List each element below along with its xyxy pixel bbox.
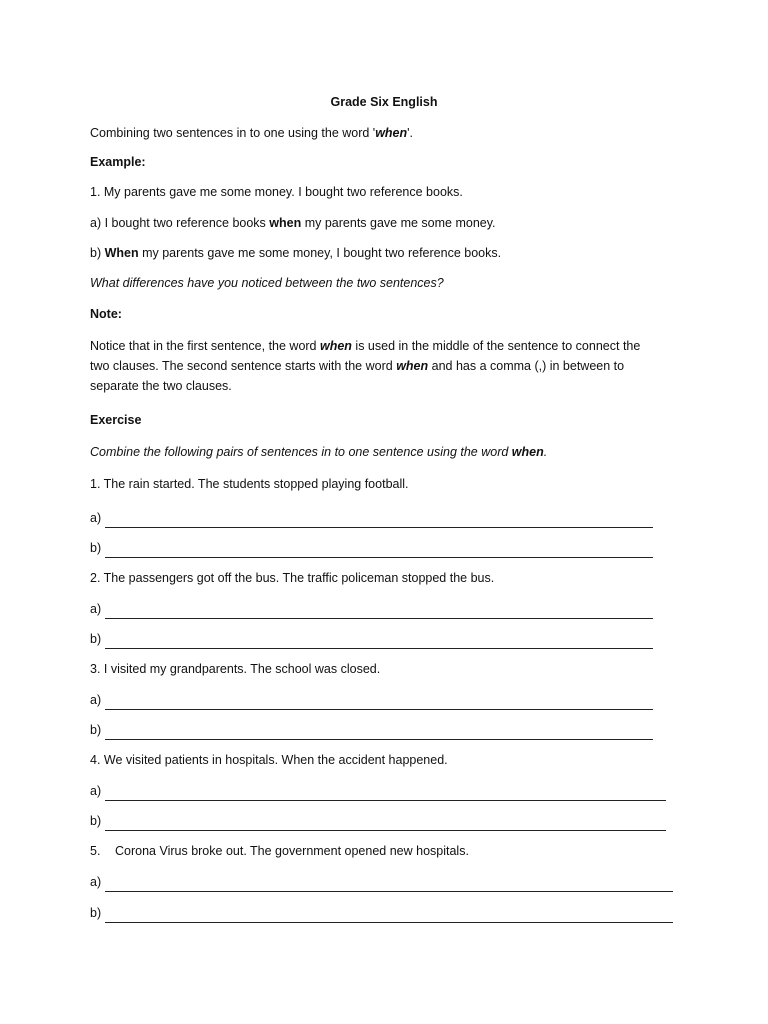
exercise-1-prompt: 1. The rain started. The students stopped playing football.	[90, 477, 409, 491]
answer-label: b)	[90, 632, 102, 646]
answer-blank-line[interactable]	[105, 786, 666, 801]
exercise-2-answer-b	[90, 629, 653, 649]
note-heading: Note:	[90, 307, 122, 321]
exercise-3-prompt: 3. I visited my grandparents. The school was closed.	[90, 662, 381, 676]
example-option-b	[90, 243, 501, 263]
answer-blank-line[interactable]	[105, 725, 653, 740]
discussion-question: What differences have you noticed between the two sentences?	[90, 276, 444, 290]
exercise-2-prompt: 2. The passengers got off the bus. The traffic policeman stopped the bus.	[90, 571, 495, 585]
example-heading: Example:	[90, 155, 146, 169]
option-a-text-end: my parents gave me some money.	[301, 216, 496, 230]
example-sentence: 1. My parents gave me some money. I bought two reference books.	[90, 185, 463, 199]
exercise-5-prompt	[90, 841, 469, 861]
exercise-2-answer-a	[90, 599, 653, 619]
exercise-instruction	[90, 442, 547, 462]
note-text-1: Notice that in the first sentence, the word	[90, 339, 320, 353]
exercise-5-answer-a	[90, 872, 673, 892]
answer-label: b)	[90, 906, 102, 920]
answer-blank-line[interactable]	[105, 604, 653, 619]
answer-label: a)	[90, 693, 102, 707]
option-a-keyword: when	[269, 216, 302, 230]
answer-label: b)	[90, 814, 102, 828]
page-title: Grade Six English	[330, 95, 438, 109]
example-option-a	[90, 213, 496, 233]
answer-blank-line[interactable]	[105, 634, 653, 649]
answer-label: b)	[90, 723, 102, 737]
exercise-4-answer-a	[90, 781, 666, 801]
answer-blank-line[interactable]	[105, 543, 653, 558]
exercise-heading: Exercise	[90, 413, 142, 427]
note-keyword-1: when	[319, 339, 352, 353]
answer-label: a)	[90, 602, 102, 616]
answer-blank-line[interactable]	[105, 695, 653, 710]
exercise-1-answer-a	[90, 508, 653, 528]
instruction-text: Combine the following pairs of sentences in to one sentence using the word	[90, 445, 512, 459]
exercise-5-answer-b	[90, 903, 673, 923]
intro-keyword: when	[375, 126, 408, 140]
note-text-2: is used in the middle of the sentence to connect the two clauses. The second sentence starts with the word	[90, 339, 641, 373]
answer-blank-line[interactable]	[105, 816, 666, 831]
exercise-5-text: Corona Virus broke out. The government opened new hospitals.	[115, 844, 469, 858]
answer-label: a)	[90, 784, 102, 798]
answer-label: a)	[90, 511, 102, 525]
note-keyword-2: when	[396, 359, 429, 373]
option-a-text: a) I bought two reference books	[90, 216, 270, 230]
note-text-3: and has a comma (,) in between to separate the two clauses.	[90, 359, 625, 393]
option-b-keyword: When	[104, 246, 139, 260]
exercise-4-prompt: 4. We visited patients in hospitals. When the accident happened.	[90, 753, 448, 767]
note-paragraph	[90, 336, 662, 396]
exercise-4-answer-b	[90, 811, 666, 831]
intro-text-end: '.	[407, 126, 414, 140]
answer-blank-line[interactable]	[105, 877, 673, 892]
exercise-1-answer-b	[90, 538, 653, 558]
intro-line	[90, 123, 413, 143]
instruction-text-end: .	[543, 445, 548, 459]
exercise-3-answer-a	[90, 690, 653, 710]
answer-blank-line[interactable]	[105, 513, 653, 528]
answer-blank-line[interactable]	[105, 908, 673, 923]
option-b-text: b)	[90, 246, 105, 260]
answer-label: b)	[90, 541, 102, 555]
exercise-number: 5.	[90, 844, 101, 858]
exercise-3-answer-b	[90, 720, 653, 740]
answer-label: a)	[90, 875, 102, 889]
option-b-text-end: my parents gave me some money, I bought two reference books.	[138, 246, 502, 260]
intro-text: Combining two sentences in to one using the word '	[90, 126, 376, 140]
instruction-keyword: when	[511, 445, 544, 459]
